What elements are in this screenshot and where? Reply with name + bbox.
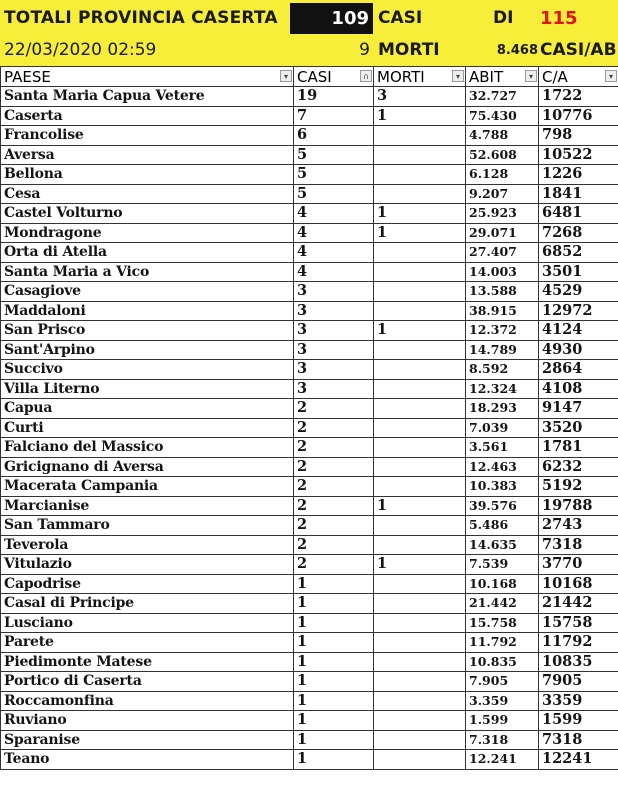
cell-casi: 1: [294, 750, 374, 770]
cell-paese: Orta di Atella: [1, 243, 294, 263]
cell-morti: [374, 262, 466, 282]
table-row: [1, 555, 618, 575]
cell-paese: Vitulazio: [1, 555, 294, 575]
cell-ca: 3359: [539, 691, 618, 711]
cell-abit: 27.407: [466, 243, 539, 263]
column-header-label: CASI: [297, 67, 332, 86]
cell-morti: [374, 457, 466, 477]
cell-abit: 5.486: [466, 516, 539, 536]
cell-ca: 7268: [539, 223, 618, 243]
table-body: [1, 87, 618, 770]
table-row: [1, 126, 618, 146]
cell-paese: Gricignano di Aversa: [1, 457, 294, 477]
cell-morti: [374, 613, 466, 633]
cell-ca: 10835: [539, 652, 618, 672]
table-row: [1, 457, 618, 477]
cell-casi: 5: [294, 145, 374, 165]
cell-morti: [374, 301, 466, 321]
cell-ca: 4930: [539, 340, 618, 360]
table-row: [1, 672, 618, 692]
cell-paese: Santa Maria a Vico: [1, 262, 294, 282]
total-highlight-value: 115: [540, 8, 578, 29]
cell-ca: 11792: [539, 633, 618, 653]
cell-ca: 4124: [539, 321, 618, 341]
summary-header: [0, 0, 618, 66]
cell-abit: 10.835: [466, 652, 539, 672]
cell-morti: [374, 418, 466, 438]
cell-abit: 7.039: [466, 418, 539, 438]
table-row: [1, 633, 618, 653]
cell-casi: 1: [294, 691, 374, 711]
cell-paese: San Tammaro: [1, 516, 294, 536]
table-row: [1, 223, 618, 243]
cell-abit: 75.430: [466, 106, 539, 126]
table-row: [1, 750, 618, 770]
filter-dropdown-icon[interactable]: ▾: [452, 70, 464, 82]
cell-casi: 3: [294, 360, 374, 380]
cell-abit: 52.608: [466, 145, 539, 165]
table-row: [1, 535, 618, 555]
cell-abit: 32.727: [466, 87, 539, 107]
column-header-label: PAESE: [4, 67, 51, 86]
cell-casi: 6: [294, 126, 374, 146]
table-row: [1, 301, 618, 321]
table-row: [1, 652, 618, 672]
cell-morti: [374, 145, 466, 165]
column-header-casi: [294, 67, 374, 87]
cell-ca: 3520: [539, 418, 618, 438]
table-row: [1, 399, 618, 419]
cell-abit: 6.128: [466, 165, 539, 185]
cell-abit: 3.359: [466, 691, 539, 711]
cell-casi: 19: [294, 87, 374, 107]
cell-morti: [374, 379, 466, 399]
cell-paese: Casal di Principe: [1, 594, 294, 614]
cell-morti: [374, 750, 466, 770]
cell-paese: Lusciano: [1, 613, 294, 633]
cell-ca: 15758: [539, 613, 618, 633]
cell-ca: 10776: [539, 106, 618, 126]
cell-ca: 1781: [539, 438, 618, 458]
cell-morti: [374, 574, 466, 594]
cell-paese: Sant'Arpino: [1, 340, 294, 360]
cell-abit: 13.588: [466, 282, 539, 302]
cell-abit: 10.168: [466, 574, 539, 594]
cell-ca: 1226: [539, 165, 618, 185]
cell-abit: 18.293: [466, 399, 539, 419]
cell-casi: 4: [294, 223, 374, 243]
cell-morti: [374, 691, 466, 711]
cell-paese: Teano: [1, 750, 294, 770]
filter-dropdown-icon[interactable]: ▾: [525, 70, 537, 82]
cell-casi: 4: [294, 204, 374, 224]
cell-ca: 12241: [539, 750, 618, 770]
table-row: [1, 594, 618, 614]
cell-morti: [374, 711, 466, 731]
column-header-paese: [1, 67, 294, 87]
cell-ca: 7905: [539, 672, 618, 692]
cell-abit: 1.599: [466, 711, 539, 731]
cell-casi: 4: [294, 262, 374, 282]
cell-abit: 12.372: [466, 321, 539, 341]
cell-paese: Capua: [1, 399, 294, 419]
cell-paese: Teverola: [1, 535, 294, 555]
table-row: [1, 262, 618, 282]
table-row: [1, 145, 618, 165]
cell-morti: 3: [374, 87, 466, 107]
table-row: [1, 340, 618, 360]
cell-casi: 1: [294, 730, 374, 750]
column-header-label: C/A: [542, 67, 568, 86]
table-row: [1, 477, 618, 497]
cell-ca: 6481: [539, 204, 618, 224]
column-header-label: MORTI: [377, 67, 425, 86]
cell-abit: 14.635: [466, 535, 539, 555]
cell-casi: 7: [294, 106, 374, 126]
cell-morti: [374, 243, 466, 263]
cell-morti: [374, 516, 466, 536]
cell-paese: Santa Maria Capua Vetere: [1, 87, 294, 107]
column-header-label: ABIT: [469, 67, 504, 86]
table-header-row: [1, 67, 618, 87]
cell-abit: 7.905: [466, 672, 539, 692]
cell-ca: 7318: [539, 730, 618, 750]
cell-paese: Villa Literno: [1, 379, 294, 399]
filter-active-icon[interactable]: ∩: [360, 70, 372, 82]
cell-casi: 2: [294, 555, 374, 575]
cell-ca: 21442: [539, 594, 618, 614]
cell-abit: 9.207: [466, 184, 539, 204]
table-row: [1, 691, 618, 711]
cell-ca: 9147: [539, 399, 618, 419]
cell-abit: 8.592: [466, 360, 539, 380]
cell-abit: 12.241: [466, 750, 539, 770]
cell-abit: 3.561: [466, 438, 539, 458]
cell-morti: [374, 672, 466, 692]
cell-ca: 10522: [539, 145, 618, 165]
cell-abit: 15.758: [466, 613, 539, 633]
table-row: [1, 87, 618, 107]
cell-morti: [374, 399, 466, 419]
cell-paese: Ruviano: [1, 711, 294, 731]
cell-ca: 4108: [539, 379, 618, 399]
cell-abit: 4.788: [466, 126, 539, 146]
cases-per-inhabitant-label: CASI/AB: [540, 40, 617, 60]
cell-casi: 2: [294, 496, 374, 516]
table-row: [1, 360, 618, 380]
cell-paese: Caserta: [1, 106, 294, 126]
cell-casi: 1: [294, 633, 374, 653]
table-row: [1, 106, 618, 126]
cell-ca: 12972: [539, 301, 618, 321]
cell-casi: 1: [294, 574, 374, 594]
cell-abit: 11.792: [466, 633, 539, 653]
abit-total-value: 8.468: [496, 43, 538, 58]
cell-paese: Mondragone: [1, 223, 294, 243]
table-row: [1, 516, 618, 536]
cell-paese: Cesa: [1, 184, 294, 204]
cell-morti: [374, 535, 466, 555]
summary-row-totals: [0, 3, 618, 34]
cell-paese: Marcianise: [1, 496, 294, 516]
cell-abit: 7.318: [466, 730, 539, 750]
table-row: [1, 204, 618, 224]
cell-casi: 5: [294, 165, 374, 185]
table-row: [1, 379, 618, 399]
cell-morti: [374, 652, 466, 672]
cell-abit: 21.442: [466, 594, 539, 614]
update-timestamp: 22/03/2020 02:59: [4, 40, 157, 60]
cell-casi: 2: [294, 457, 374, 477]
casi-label: CASI: [378, 8, 423, 28]
table-row: [1, 574, 618, 594]
cell-morti: 1: [374, 204, 466, 224]
cell-ca: 10168: [539, 574, 618, 594]
cell-casi: 1: [294, 594, 374, 614]
cell-casi: 1: [294, 711, 374, 731]
column-header-ca: [539, 67, 618, 87]
cell-morti: [374, 360, 466, 380]
cell-morti: [374, 633, 466, 653]
cell-morti: [374, 340, 466, 360]
cell-casi: 2: [294, 477, 374, 497]
cell-paese: Maddaloni: [1, 301, 294, 321]
municipality-table: [0, 66, 618, 770]
cell-ca: 19788: [539, 496, 618, 516]
cell-casi: 1: [294, 613, 374, 633]
cell-morti: [374, 282, 466, 302]
cell-abit: 12.463: [466, 457, 539, 477]
column-header-abit: [466, 67, 539, 87]
di-label: DI: [493, 8, 514, 28]
cell-paese: Parete: [1, 633, 294, 653]
cell-morti: [374, 594, 466, 614]
cell-paese: Francolise: [1, 126, 294, 146]
total-cases-value: 109: [290, 3, 373, 34]
table-row: [1, 711, 618, 731]
cell-ca: 1722: [539, 87, 618, 107]
cell-morti: [374, 126, 466, 146]
cell-ca: 3770: [539, 555, 618, 575]
cell-morti: 1: [374, 106, 466, 126]
cell-casi: 5: [294, 184, 374, 204]
cell-abit: 14.789: [466, 340, 539, 360]
table-row: [1, 282, 618, 302]
cell-casi: 4: [294, 243, 374, 263]
cell-ca: 5192: [539, 477, 618, 497]
table-row: [1, 613, 618, 633]
cell-morti: 1: [374, 321, 466, 341]
cell-paese: Piedimonte Matese: [1, 652, 294, 672]
cell-casi: 2: [294, 535, 374, 555]
cell-abit: 39.576: [466, 496, 539, 516]
cell-morti: 1: [374, 223, 466, 243]
cell-casi: 2: [294, 516, 374, 536]
cell-ca: 4529: [539, 282, 618, 302]
cell-morti: [374, 438, 466, 458]
cell-paese: Falciano del Massico: [1, 438, 294, 458]
table-row: [1, 496, 618, 516]
cell-morti: [374, 165, 466, 185]
cell-morti: [374, 477, 466, 497]
cell-abit: 29.071: [466, 223, 539, 243]
cell-casi: 1: [294, 652, 374, 672]
cell-paese: San Prisco: [1, 321, 294, 341]
cell-morti: [374, 184, 466, 204]
cell-casi: 2: [294, 438, 374, 458]
cell-morti: [374, 730, 466, 750]
cell-ca: 1599: [539, 711, 618, 731]
cell-paese: Castel Volturno: [1, 204, 294, 224]
cell-paese: Bellona: [1, 165, 294, 185]
cell-paese: Succivo: [1, 360, 294, 380]
cell-paese: Sparanise: [1, 730, 294, 750]
cell-ca: 798: [539, 126, 618, 146]
cell-ca: 2864: [539, 360, 618, 380]
filter-dropdown-icon[interactable]: ▾: [605, 70, 617, 82]
cell-abit: 12.324: [466, 379, 539, 399]
total-deaths-value: 9: [359, 40, 370, 60]
cell-paese: Casagiove: [1, 282, 294, 302]
cell-casi: 2: [294, 418, 374, 438]
table-row: [1, 165, 618, 185]
cell-abit: 10.383: [466, 477, 539, 497]
cell-casi: 3: [294, 321, 374, 341]
table-row: [1, 730, 618, 750]
table-row: [1, 184, 618, 204]
cell-ca: 1841: [539, 184, 618, 204]
cell-abit: 25.923: [466, 204, 539, 224]
cell-paese: Macerata Campania: [1, 477, 294, 497]
cell-casi: 3: [294, 340, 374, 360]
cell-paese: Aversa: [1, 145, 294, 165]
table-row: [1, 321, 618, 341]
cell-paese: Portico di Caserta: [1, 672, 294, 692]
cell-paese: Curti: [1, 418, 294, 438]
cell-abit: 7.539: [466, 555, 539, 575]
cell-casi: 3: [294, 282, 374, 302]
cell-morti: 1: [374, 555, 466, 575]
cell-abit: 38.915: [466, 301, 539, 321]
cell-casi: 2: [294, 399, 374, 419]
cell-casi: 1: [294, 672, 374, 692]
cell-ca: 3501: [539, 262, 618, 282]
cell-ca: 7318: [539, 535, 618, 555]
province-title: TOTALI PROVINCIA CASERTA: [4, 8, 278, 28]
table-row: [1, 418, 618, 438]
summary-row-date: [0, 35, 618, 66]
cell-casi: 3: [294, 301, 374, 321]
cell-ca: 6852: [539, 243, 618, 263]
cell-paese: Capodrise: [1, 574, 294, 594]
morti-label: MORTI: [378, 40, 440, 60]
filter-dropdown-icon[interactable]: ▾: [280, 70, 292, 82]
cell-ca: 6232: [539, 457, 618, 477]
cell-casi: 3: [294, 379, 374, 399]
table-row: [1, 438, 618, 458]
cell-abit: 14.003: [466, 262, 539, 282]
cell-paese: Roccamonfina: [1, 691, 294, 711]
table-row: [1, 243, 618, 263]
column-header-morti: [374, 67, 466, 87]
cell-ca: 2743: [539, 516, 618, 536]
cell-morti: 1: [374, 496, 466, 516]
